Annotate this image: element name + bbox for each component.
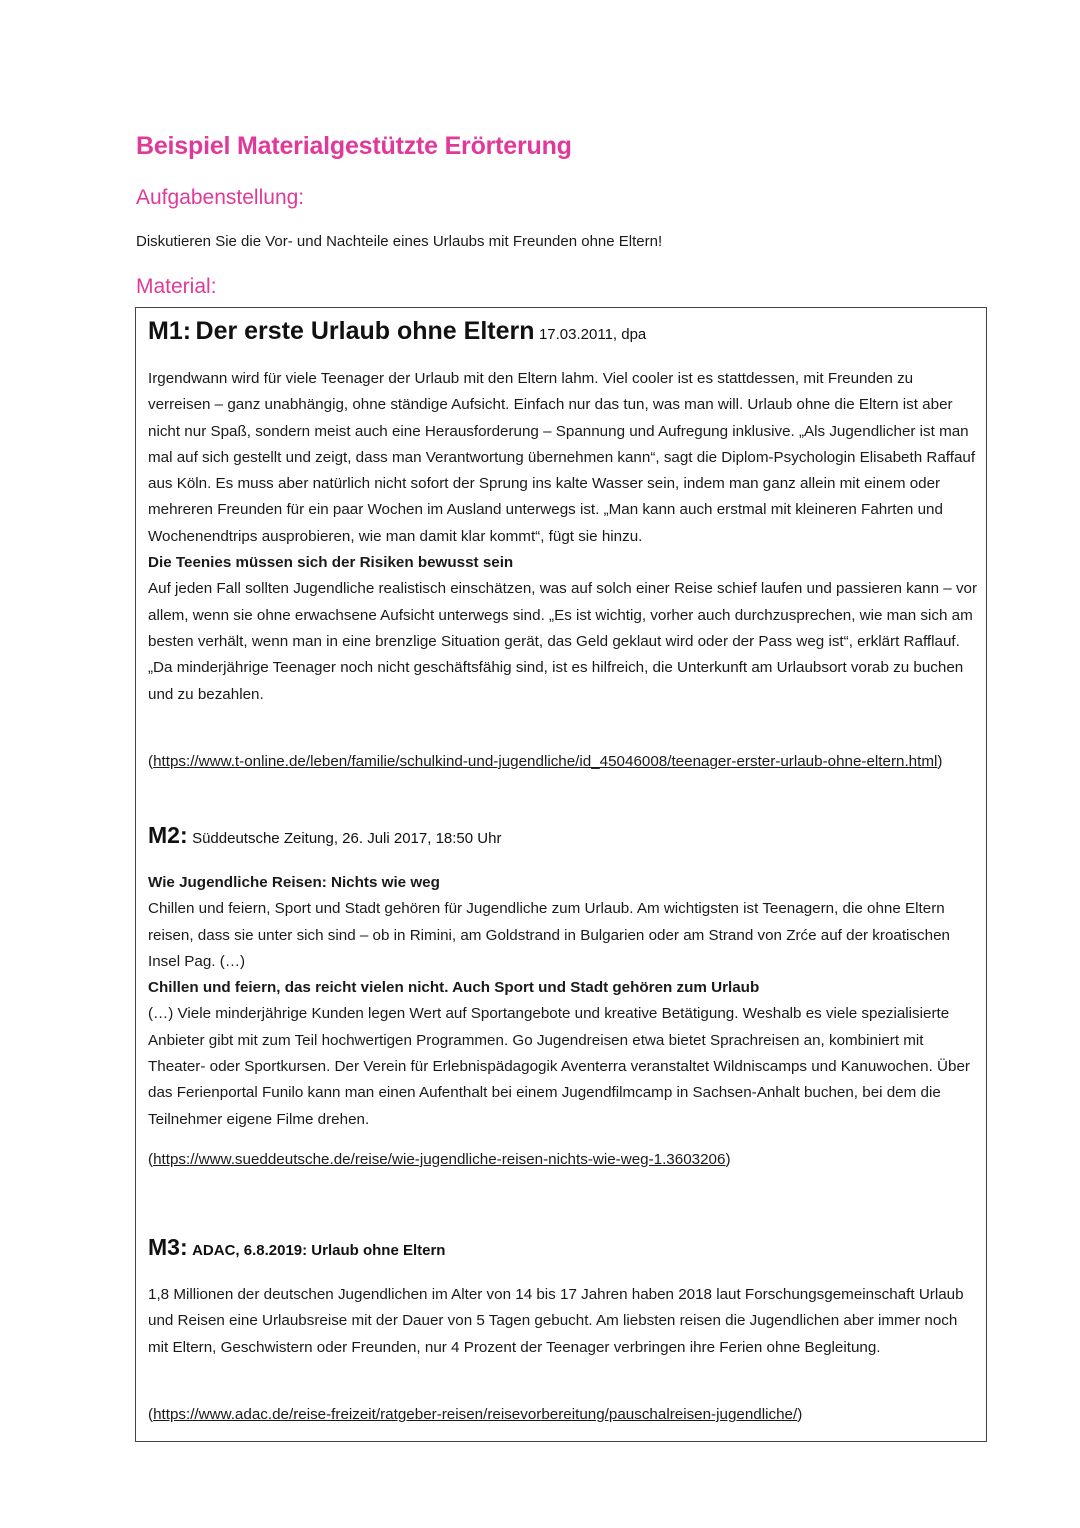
m2-source-link[interactable]: https://www.sueddeutsche.de/reise/wie-jugendliche-reisen-nichts-wie-weg-1.3603206: [153, 1151, 726, 1168]
task-text: Diskutieren Sie die Vor- und Nachteile eines Urlaubs mit Freunden ohne Eltern!: [136, 233, 663, 250]
m1-paragraph-1: Irgendwann wird für viele Teenager der Urlaub mit den Eltern lahm. Viel cooler ist es stattdessen, mit Freunden zu verreisen – ganz unabhängig, ohne ständige Aufsicht. Einfach nur das tun, was man will. Urlaub ohne die Eltern ist aber nicht nur Spaß, sondern meist auch eine Herausforderung – Spannung und Aufregung inklusive. „Als Jugendlicher ist man mal auf sich gestellt und zeigt, dass man Verantwortung übernehmen kann“, sagt die Diplom-Psychologin Elisabeth Raffauf aus Köln. Es muss aber natürlich nicht sofort der Sprung ins kalte Wasser sein, indem man ganz allein mit einem oder mehreren Freunden für ein paar Wochen im Ausland unterwegs ist. „Man kann auch erstmal mit kleineren Fahrten und Wochenendtrips ausprobieren, wie man damit klar kommt“, fügt sie hinzu.: [148, 370, 976, 545]
m3-code: M3:: [148, 1234, 188, 1260]
m1-meta: 17.03.2011, dpa: [538, 326, 647, 343]
m2-source: (https://www.sueddeutsche.de/reise/wie-jugendliche-reisen-nichts-wie-weg-1.3603206): [148, 1151, 731, 1168]
m2-paragraph-2: (…) Viele minderjährige Kunden legen Wert auf Sportangebote und kreative Betätigung. Weshalb es viele spezialisierte Anbieter gibt mit zum Teil hochwertigen Programmen. Go Jugendreisen etwa bietet Sprachreisen an, kombiniert mit Theater- oder Sportkursen. Der Verein für Erlebnispädagogik Aventerra veranstaltet Wildniscamps und Kanuwochen. Über das Ferienportal Funilo kann man einen Aufenthalt bei einem Jugendfilmcamp in Sachsen-Anhalt buchen, bei dem die Teilnehmer eigene Filme drehen.: [148, 1005, 970, 1128]
m2-subheading: Chillen und feiern, das reicht vielen nicht. Auch Sport und Stadt gehören zum Urlaub: [148, 979, 760, 997]
m1-code: M1:: [148, 317, 192, 345]
m2-heading: [148, 822, 501, 849]
material-heading: Material:: [136, 275, 217, 298]
m3-source-link[interactable]: https://www.adac.de/reise-freizeit/ratgeber-reisen/reisevorbereitung/pauschalreisen-jugendliche/: [153, 1406, 798, 1423]
m1-source: (https://www.t-online.de/leben/familie/schulkind-und-jugendliche/id_45046008/teenager-erster-urlaub-ohne-eltern.html): [148, 753, 943, 770]
m1-heading: [148, 317, 646, 346]
m2-paragraph-1: Chillen und feiern, Sport und Stadt gehören für Jugendliche zum Urlaub. Am wichtigsten ist Teenagern, die ohne Eltern reisen, dass sie unter sich sind – ob in Rimini, am Goldstrand in Bulgarien oder am Strand von Zrće auf der kroatischen Insel Pag. (…): [148, 900, 950, 970]
task-heading: Aufgabenstellung:: [136, 186, 305, 209]
m2-code: M2:: [148, 822, 188, 848]
m3-meta: ADAC, 6.8.2019: Urlaub ohne Eltern: [192, 1242, 446, 1259]
m1-body: [148, 366, 978, 708]
m3-paragraph-1: 1,8 Millionen der deutschen Jugendlichen im Alter von 14 bis 17 Jahren haben 2018 laut Forschungsgemeinschaft Urlaub und Reisen eine Urlaubsreise mit der Dauer von 5 Tagen gebucht. Am liebsten reisen die Jugendlichen aber immer noch mit Eltern, Geschwistern oder Freunden, nur 4 Prozent der Teenager verbringen ihre Ferien ohne Begleitung.: [148, 1286, 964, 1356]
m3-body: [148, 1282, 978, 1361]
m1-paragraph-2: Auf jeden Fall sollten Jugendliche realistisch einschätzen, was auf solch einer Reise schief laufen und passieren kann – vor allem, wenn sie ohne erwachsene Aufsicht unterwegs sind. „Es ist wichtig, vorher auch durchzusprechen, wie man sich am besten verhält, wenn man in eine brenzlige Situation gerät, das Geld geklaut wird oder der Pass weg ist“, erklärt Rafflauf. „Da minderjährige Teenager noch nicht geschäftsfähig sind, ist es hilfreich, die Unterkunft am Urlaubsort vorab zu buchen und zu bezahlen.: [148, 580, 978, 703]
m2-body: [148, 870, 978, 1133]
m1-headline: Der erste Urlaub ohne Eltern: [195, 317, 535, 345]
m2-meta: Süddeutsche Zeitung, 26. Juli 2017, 18:50 Uhr: [192, 830, 502, 847]
m1-source-link[interactable]: https://www.t-online.de/leben/familie/schulkind-und-jugendliche/id_45046008/teenager-erster-urlaub-ohne-eltern.html: [153, 753, 938, 770]
m3-heading: [148, 1234, 445, 1261]
m1-subheading: Die Teenies müssen sich der Risiken bewusst sein: [148, 554, 514, 572]
m2-headline: Wie Jugendliche Reisen: Nichts wie weg: [148, 874, 440, 891]
page-title: Beispiel Materialgestützte Erörterung: [136, 132, 572, 160]
m3-source: (https://www.adac.de/reise-freizeit/ratgeber-reisen/reisevorbereitung/pauschalreisen-jugendliche/): [148, 1406, 803, 1423]
